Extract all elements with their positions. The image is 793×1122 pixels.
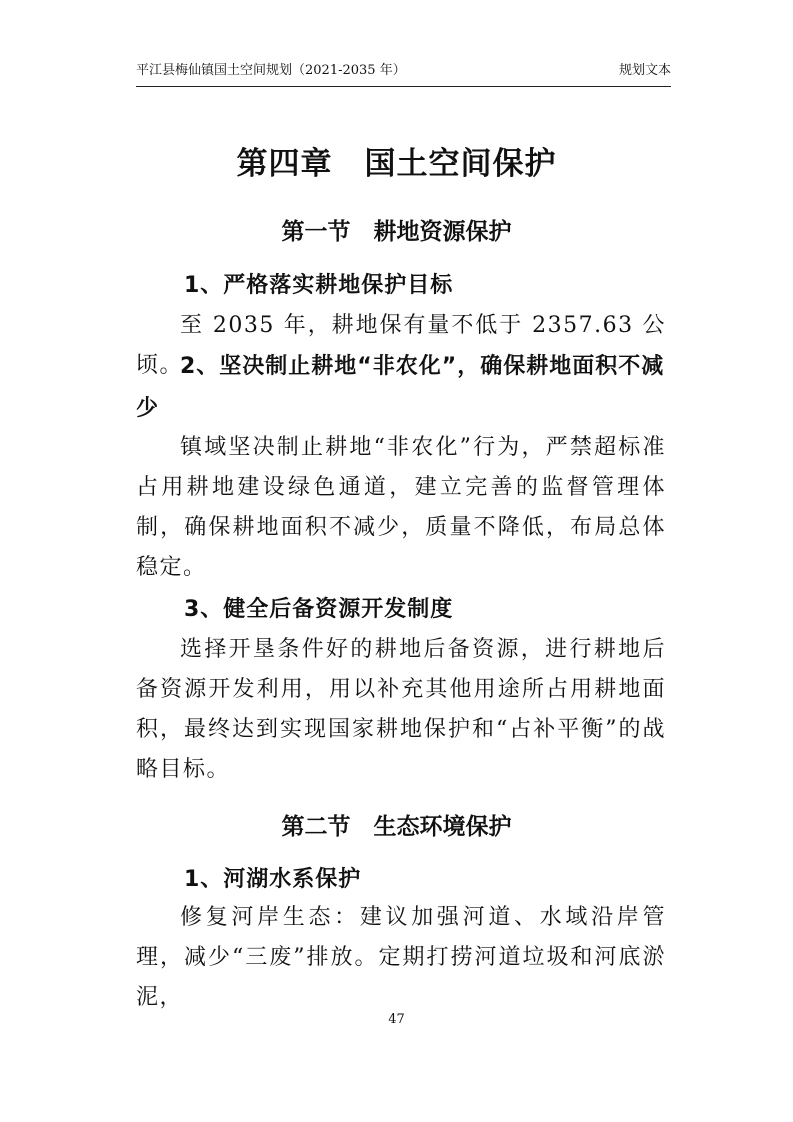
page-number: 47	[388, 1012, 405, 1027]
section-title-farmland: 第一节 耕地资源保护	[281, 219, 512, 245]
subheading-reserve-resources: 3、健全后备资源开发制度	[184, 597, 454, 622]
header-document-title: 平江县梅仙镇国土空间规划（2021-2035 年）	[136, 63, 406, 78]
subheading-farmland-target: 1、严格落实耕地保护目标	[184, 273, 454, 298]
paragraph-river-lake: 修复河岸生态：建议加强河道、水域沿岸管理，减少“三废”排放。定期打捞河道垃圾和河底淤泥，	[136, 905, 666, 1010]
subheading-river-lake: 1、河湖水系保护	[184, 867, 362, 892]
subheading-farmland-non-agri: 2、坚决制止耕地“非农化”，确保耕地面积不减少	[136, 354, 665, 421]
chapter-title: 第四章 国土空间保护	[236, 146, 557, 182]
paragraph-farmland-non-agri: 镇域坚决制止耕地“非农化”行为，严禁超标准占用耕地建设绿色通道，建立完善的监督管理体制，确保耕地面积不减少，质量不降低，布局总体稳定。	[136, 435, 666, 580]
page-header	[136, 62, 671, 87]
section-title-ecology: 第二节 生态环境保护	[281, 814, 512, 840]
header-document-type: 规划文本	[618, 63, 671, 78]
paragraph-farmland-target: 至 2035 年，耕地保有量不低于 2357.63 公顷。	[136, 313, 666, 378]
paragraph-reserve-resources: 选择开垦条件好的耕地后备资源，进行耕地后备资源开发利用，用以补充其他用途所占用耕地面积，最终达到实现国家耕地保护和“占补平衡”的战略目标。	[136, 637, 666, 782]
